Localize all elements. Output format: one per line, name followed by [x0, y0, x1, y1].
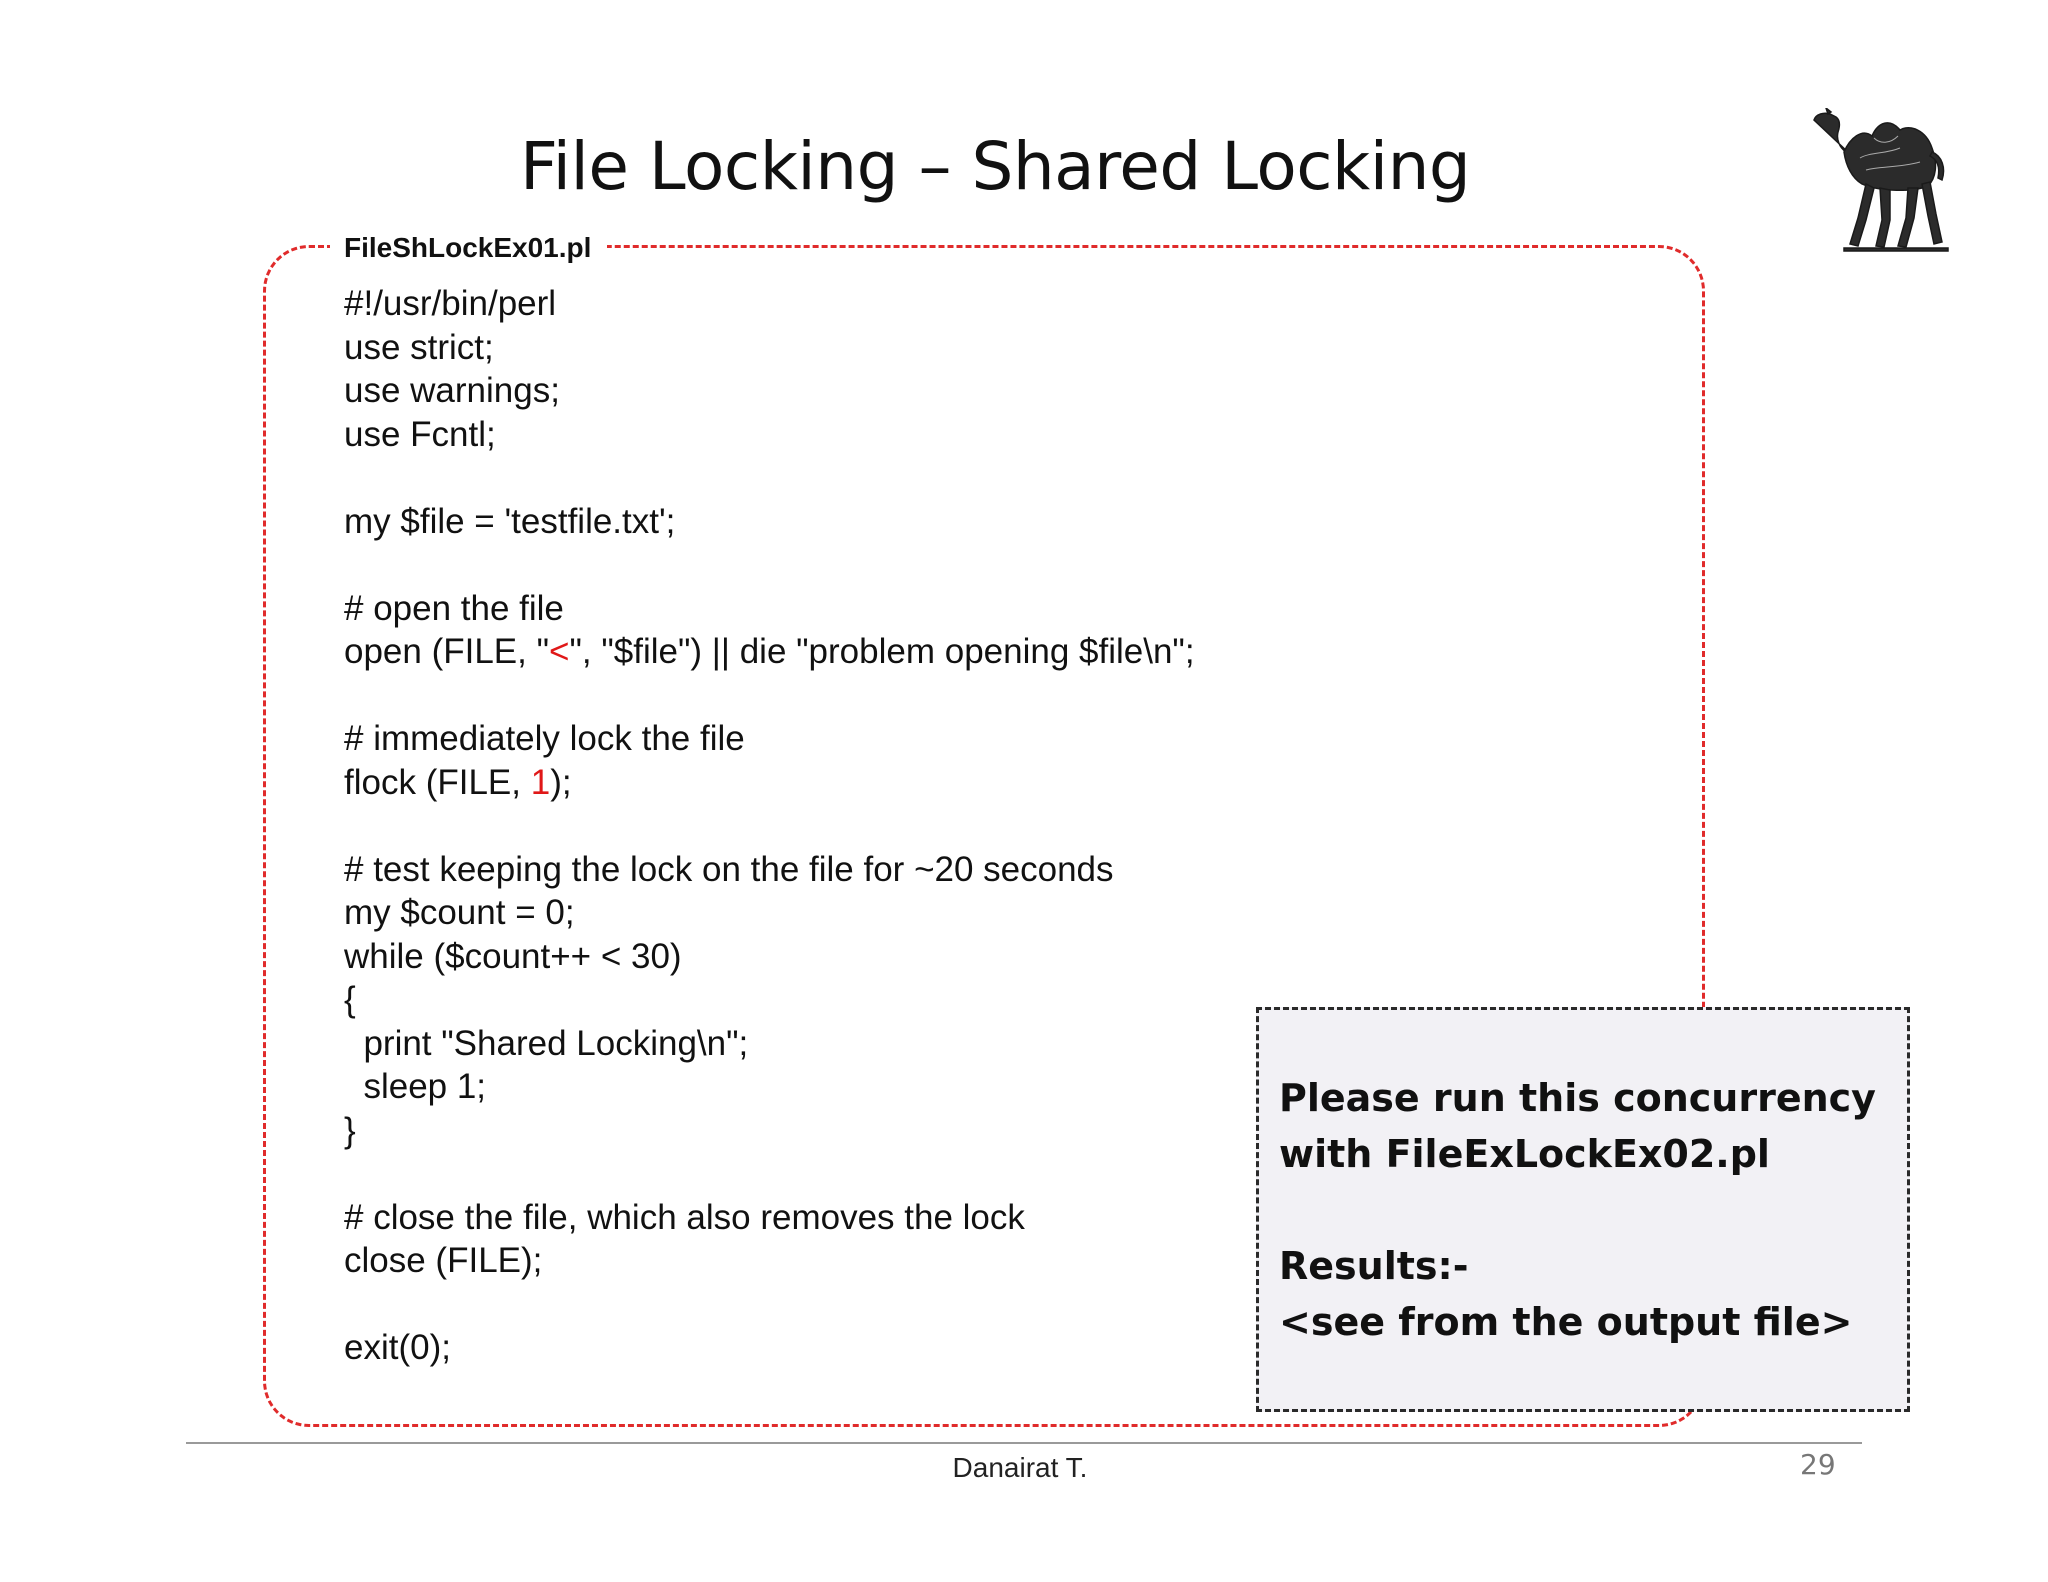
code-text: use Fcntl; [344, 414, 496, 454]
code-line [344, 674, 1195, 718]
code-text: use warnings; [344, 371, 560, 410]
code-line [344, 587, 1195, 631]
code-highlight: 1 [530, 762, 551, 802]
code-text: ", "$file") || die "problem opening $file\n"; [569, 632, 1195, 671]
code-text: flock (FILE, [344, 762, 531, 802]
code-line [344, 935, 1195, 979]
code-text: close (FILE); [344, 1241, 543, 1280]
slide-title: File Locking – Shared Locking [520, 128, 1471, 205]
code-text: exit(0); [344, 1328, 451, 1367]
note-results-text: <see from the output file> [1279, 1300, 1853, 1344]
code-line [344, 369, 1195, 413]
code-text: my $count = 0; [344, 893, 575, 932]
code-text: #!/usr/bin/perl [344, 284, 557, 323]
code-text: # open the file [344, 588, 564, 628]
code-text: # test keeping the lock on the file for ~20 seconds [344, 849, 1114, 889]
code-line [344, 891, 1195, 935]
code-highlight: < [549, 632, 570, 671]
note-line: Please run this concurrency [1279, 1076, 1876, 1120]
code-line [344, 326, 1195, 370]
code-text: my $file = 'testfile.txt'; [344, 501, 676, 541]
code-block [344, 282, 1195, 1370]
code-line [344, 761, 1195, 805]
code-text: sleep 1; [344, 1067, 487, 1106]
footer-divider [186, 1442, 1862, 1444]
code-filename: FileShLockEx01.pl [330, 232, 607, 264]
code-line [344, 848, 1195, 892]
code-line [344, 1283, 1195, 1327]
note-line: with FileExLockEx02.pl [1279, 1132, 1770, 1176]
code-line [344, 1065, 1195, 1109]
footer-author: Danairat T. [952, 1452, 1088, 1483]
note-box [1256, 1007, 1910, 1412]
code-text: # close the file, which also removes the lock [344, 1197, 1025, 1237]
code-text: { [344, 980, 356, 1019]
code-line [344, 1152, 1195, 1196]
code-line [344, 1109, 1195, 1153]
code-line [344, 804, 1195, 848]
code-line [344, 978, 1195, 1022]
code-line [344, 717, 1195, 761]
code-line [344, 413, 1195, 457]
code-line [344, 543, 1195, 587]
code-line [344, 1022, 1195, 1066]
code-text: # immediately lock the file [344, 719, 745, 758]
code-text: print "Shared Locking\n"; [344, 1023, 749, 1063]
perl-camel-icon [1810, 108, 1950, 254]
code-text: use strict; [344, 327, 494, 367]
code-line [344, 1326, 1195, 1370]
page-number: 29 [1800, 1448, 1836, 1481]
code-line [344, 282, 1195, 326]
code-text: ); [550, 762, 572, 802]
code-text: } [344, 1110, 356, 1150]
code-text: while ($count++ < 30) [344, 936, 682, 976]
code-line [344, 1196, 1195, 1240]
code-text: open (FILE, " [344, 632, 550, 671]
note-results-label: Results:- [1279, 1244, 1469, 1288]
code-line [344, 630, 1195, 674]
code-line [344, 456, 1195, 500]
code-line [344, 500, 1195, 544]
code-line [344, 1239, 1195, 1283]
